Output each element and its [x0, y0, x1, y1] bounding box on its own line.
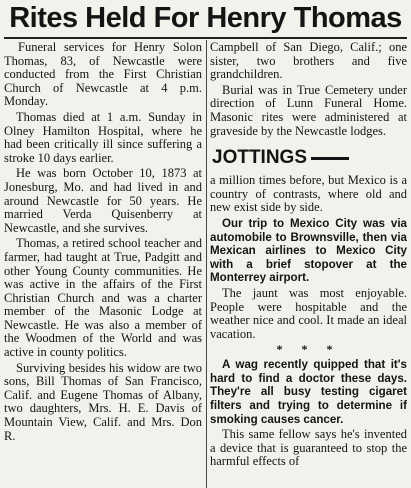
- right-column: [210, 41, 407, 471]
- section-separator: * * *: [276, 342, 341, 357]
- jottings-paragraph: This same fellow says he's invented a device that is guaranteed to stop the harmful effects of: [210, 427, 407, 469]
- obituary-paragraph: Surviving besides his widow are two sons, Bill Thomas of San Francisco, Calif. and Eugene Thomas of Albany, two daughters, Mrs. H. E. Davis of Mountain View, Calif. and Mrs. Don R.: [4, 360, 202, 443]
- jottings-title: JOTTINGS: [212, 147, 308, 169]
- obituary-paragraph: Thomas, a retired school teacher and farmer, had taught at True, Padgitt and other Young County communities. He was active in the affairs of the First Christian Church and was a charter member of the Masonic Lodge at Newcastle. He was also a member of the Woodmen of the World and was active in county politics.: [4, 236, 202, 360]
- jottings-paragraph: a million times before, but Mexico is a country of contrasts, where old and new exist side by side.: [210, 173, 407, 215]
- obituary-paragraph: Thomas died at 1 a.m. Sunday in Olney Hamilton Hospital, where he had been critically ill since suffering a stroke 10 days earlier.: [4, 109, 202, 165]
- jottings-paragraph: The jaunt was most enjoyable. People were hospitable and the weather nice and cool. It made an ideal vacation.: [210, 285, 407, 341]
- headline: Rites Held For Henry Thomas: [9, 2, 402, 34]
- obituary-continued-paragraph: Campbell of San Diego, Calif.; one sister, two brothers and five grandchildren.: [210, 40, 407, 82]
- jottings-bold-paragraph: A wag recently quipped that it's hard to find a doctor these days. They're all busy testing cigaret filters and trying to determine if smoking causes cancer.: [210, 358, 407, 426]
- obituary-paragraph: Funeral services for Henry Solon Thomas, 83, of Newcastle were conducted from the First Christian Church of Newcastle at 4 p.m. Monday.: [4, 40, 202, 109]
- obituary-paragraph: He was born October 10, 1873 at Jonesburg, Mo. and had lived in and around Newcastle for 50 years. He married Verda Quisenberry at Newcastle, and she survives.: [4, 166, 202, 235]
- jottings-bold-paragraph: Our trip to Mexico City was via automobile to Brownsville, then via Mexican airlines to Mexico City with a brief stopover at the Monterrey airport.: [210, 216, 407, 285]
- jottings-heading: [212, 146, 407, 170]
- obituary-column: [4, 41, 202, 445]
- jottings-dash: [311, 157, 349, 160]
- column-divider: [206, 40, 207, 488]
- headline-rule: [4, 37, 407, 39]
- obituary-continued-paragraph: Burial was in True Cemetery under direction of Lunn Funeral Home. Masonic rites were administered at graveside by the Newcastle lodges.: [210, 82, 407, 138]
